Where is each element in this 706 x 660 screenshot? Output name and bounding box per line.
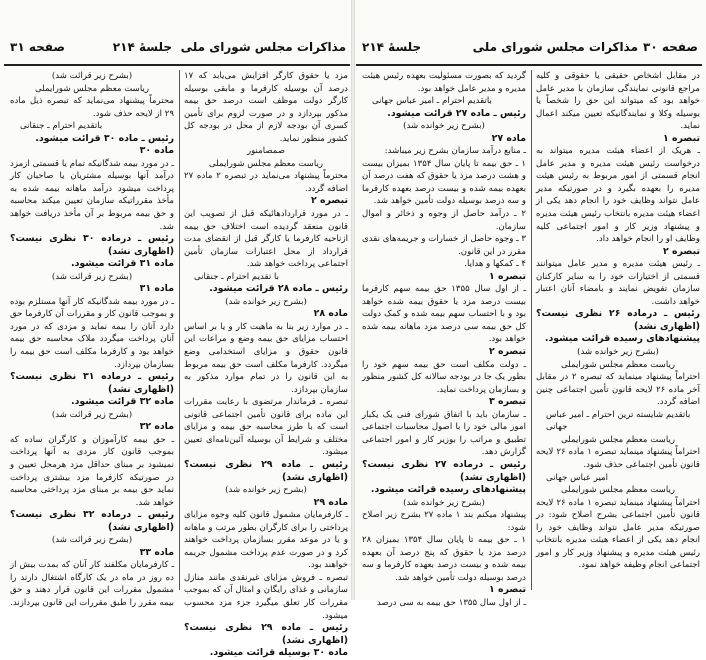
centered-line: (بشرح زیر خوانده شد) bbox=[225, 485, 307, 496]
paragraph: احتراماً پیشنهاد مینماید که تبصره ۲ در مقابل آخر ماده ۲۶ لایحه قانون تأمین اجتماعی چنین اضافه گردد. bbox=[536, 372, 700, 408]
section-heading: تبصره ۱ bbox=[489, 270, 526, 282]
signature-line: امیر عباس جهانی bbox=[546, 472, 609, 483]
header-session: جلسهٔ ۲۱۴ bbox=[112, 40, 172, 54]
section-heading: تبصره ۱ bbox=[663, 132, 700, 144]
paragraph: ۱ ـ حق بیمه تا پایان سال ۱۳۵۴ بمیزان بیست و هشت درصد مزد یا حقوق که هفت درصد آن بعهده بیمه شده و بیست درصد بعهده کارفرما و سه درصد بوسیله دولت تأمین خواهد شد. bbox=[362, 158, 526, 207]
section-heading: رئیس ـ ماده ۳۰ قرائت میشود. bbox=[35, 132, 174, 144]
paragraph: ۲ ـ درآمد حاصل از وجوه و ذخائر و اموال سازمان. bbox=[362, 209, 526, 232]
page-right bbox=[356, 6, 702, 608]
paragraph: ـ در موارد زیر بنا به ماهیت کار و یا بر اساس احتساب مزایای حق بیمه وضع و مراعات این قانون حقوق و مزایای استخدامی وضع میگردد. کارفرما مکلف است حق بیمه مربوط به این قانون را در تمام موارد مذکور به سازمان بپردازد. bbox=[184, 321, 348, 395]
paragraph: تبصره ـ فرماندار مرتضوی با رعایت مقررات این ماده برای قانون تأمین اجتماعی قانونی است که با طرز محاسبه حق بیمه و مزایای مختلف و شرایط آن بوسیله آئین‌نامه‌ای تعیین میشود. bbox=[184, 397, 348, 458]
header-rule bbox=[4, 64, 350, 66]
signature-line: باتقدیم احترام ـ جنقانی bbox=[20, 121, 103, 132]
paragraph: ۳ ـ وجوه حاصل از خسارات و جریمه‌های نقدی مقرر در این قانون. bbox=[362, 234, 526, 257]
paragraph: ـ از اول سال ۱۳۵۵ حق بیمه سهم کارفرما بیست درصد مزد یا حقوق بیمه شده خواهد بود و با احتساب سهم بیمه شده و کمک دولت کل حق بیمه سی درصد مزد ماهانه بیمه شده خواهد بود. bbox=[362, 284, 527, 345]
section-heading: پیشنهادهای رسیده قرائت میشود. bbox=[544, 333, 700, 345]
centered-line: (بشرح زیر قرائت شد) bbox=[51, 535, 133, 546]
centered-line: ریاست معظم مجلس شورایملی bbox=[34, 83, 149, 94]
centered-line: (بشرح زیر خوانده شد) bbox=[577, 347, 659, 358]
centered-line: (بشرح زیر خوانده شد) bbox=[403, 497, 485, 508]
paragraph: ـ در مورد قراردادهائیکه قبل از تصویب این قانون منعقد گردیده است اختلاف حق بیمه ازناحیه کارفرما یا کارگر قبل از انقضای مدت قرارداد از محل اعتبارات سازمان تأمین اجتماعی پرداخت خواهد شد. bbox=[184, 209, 348, 270]
signature-line: باتقدیم شایسته ترین احترام ـ امیر عباس جهانی bbox=[546, 409, 691, 433]
section-heading: رئیس ـ ماده ۲۹ نظری نیست؟ (اظهاری نشد) bbox=[184, 458, 348, 483]
section-heading: ماده ۳۰ bbox=[139, 145, 174, 157]
header-page-number: صفحه ۳۱ bbox=[10, 40, 65, 54]
centered-line: (بشرح زیر قرائت شد) bbox=[51, 271, 133, 282]
text-column-left bbox=[362, 70, 527, 608]
paragraph: ـ در مورد بیمه شدگانیکه کار آنها مستلزم بوده و بموجب قانون کار و مقررات آن کارفرما حق دارد آنان را بیمه نماید و مزدی که در مورد آنان پرداخت میگردد ملاک محاسبه حق بیمه خواهد بود و کارفرما مکلف است حق بیمه را بسازمان بپردازد. bbox=[10, 296, 174, 370]
header-title: مذاکرات مجلس شورای ملی bbox=[472, 40, 638, 54]
centered-line: (بشرح زیر خوانده شد) bbox=[403, 121, 485, 132]
section-heading: رئیس ـ درماده ۳۱ نظری نیست؟ (اظهاری نشد) bbox=[10, 371, 174, 395]
text-column-left bbox=[10, 70, 174, 608]
section-heading: ماده ۳۱ قرائت میشود. bbox=[71, 258, 174, 270]
paragraph: ـ کارفرمایان مشمول قانون کلیه وجوه مزایای پرداختی را برای کارگران بطور مرتب و ماهانه و یا در موعد مقرر بسازمان پرداخت خواهند کرد و در صورت عدم پرداخت مشمول جریمه خواهند بود. bbox=[184, 510, 348, 571]
section-heading: ماده ۲۹ bbox=[313, 496, 348, 508]
paragraph: ـ منابع درآمد سازمان بشرح زیر میباشد: bbox=[384, 146, 526, 157]
centered-line: ریاست معظم مجلس شورایملی bbox=[560, 359, 675, 370]
column-divider bbox=[179, 70, 180, 590]
paragraph: ـ رئیس هیئت مدیره و مدیر عامل میتوانند قسمتی از اختیارات خود را به سایر کارکنان سازمان تفویض نمایند و بامضاء آنان اعتبار خواهد داشت. bbox=[536, 259, 700, 307]
signature-line: باتقدیم احترام ـ امیر عباس جهانی bbox=[372, 96, 492, 107]
paragraph: ـ هریک از اعضاء هیئت مدیره میتواند به درخواست رئیس هیئت مدیره و مدیر عامل انجام قسمتی از امور مربوط به رئیس هیئت مدیره را بعهده بگیرد و در صورتیکه مدیر عامل نتواند وظایف خود را انجام دهد یکی از اعضاء هیئت مدیره بانتخاب رئیس هیئت مدیره و پیشنهاد وزیر کار و امور اجتماعی کلیه وظایف او را انجام خواهد داد. bbox=[536, 146, 700, 245]
paragraph: ـ از اول سال ۱۳۵۵ حق بیمه به سی درصد bbox=[376, 597, 526, 608]
section-heading: رئیس ـ ماده ۲۸ قرائت میشود. bbox=[209, 283, 348, 295]
column-divider bbox=[531, 70, 532, 590]
section-heading: رئیس ـ درماده ۳۰ نظری نیست؟ (اظهاری نشد) bbox=[10, 233, 174, 257]
paragraph: ۴ ـ کمکها و هدایا. bbox=[464, 259, 526, 270]
book-gutter bbox=[351, 0, 355, 600]
paragraph: محترماً پیشنهاد می‌نماید که تبصره ذیل ماده ۲۹ از لایحه حذف شود. bbox=[10, 96, 174, 119]
centered-line: (بشرح زیر قرائت شد) bbox=[51, 409, 133, 420]
header-rule bbox=[356, 64, 702, 66]
centered-line: (بشرح زیر خوانده شد) bbox=[225, 296, 307, 307]
section-heading: رئیس ـ ماده ۲۷ قرائت میشود. bbox=[387, 107, 526, 119]
section-heading: تبصره ۲ bbox=[311, 195, 348, 207]
section-heading: تبصره ۲ bbox=[663, 245, 700, 257]
page-header bbox=[356, 40, 702, 62]
text-column-right bbox=[536, 70, 700, 596]
paragraph: محترماً پیشنهاد می‌نماید در تبصره ۲ ماده ۲۷ اضافه گردد. bbox=[184, 171, 349, 194]
section-heading: تبصره ۳ bbox=[489, 396, 526, 408]
paragraph: ـ کارفرمایان مکلفند کار آنان که بمدت بیش از ده روز در ماه در یک کارگاه اشتغال دارند را مشمول مقررات این قانون قرار دهند و حق بیمه مقرر را طبق مقررات این قانون بپردازند. bbox=[10, 560, 174, 608]
paragraph: پیشنهاد میکنم بند ۱ ماده ۲۷ بشرح زیر اصلاح شود: bbox=[362, 510, 527, 533]
centered-line: (بشرح زیر قرائت شد) bbox=[51, 71, 133, 81]
header-page-number: صفحه ۳۰ bbox=[643, 40, 698, 54]
paragraph: ـ حق بیمه کارآموزان و کارگران ساده که بموجب قانون کار مزدی به آنها پرداخت نمیشود بر مبنای حداقل مزد هرمحل تعیین و در صورتیکه کارفرما مزد بیشتری پرداخت نماید حق بیمه بر مبنای مزد پرداختی محاسبه خواهد شد. bbox=[10, 434, 174, 508]
centered-line: ریاست معظم مجلس شورایملی bbox=[560, 434, 675, 445]
section-heading: ماده ۲۷ bbox=[491, 132, 526, 144]
paragraph: ـ دولت مکلف است حق بیمه سهم خود را بطور یک جا در بودجه سالانه کل کشور منظور و بسازمان پرداخت نماید. bbox=[362, 359, 526, 395]
section-heading: ماده ۳۱ bbox=[139, 283, 174, 295]
header-title: مذاکرات مجلس شورای ملی bbox=[180, 40, 346, 54]
paragraph: ـ سازمان باید با اتفاق شورای فنی یک یکبار امور مالی خود را با اصول محاسبات اجتماعی تطبیق و مراتب را بوزیر کار و امور اجتماعی گزارش دهد. bbox=[362, 409, 526, 458]
paragraph: احتراماً پیشنهاد مینماید تبصره ۱ ماده ۲۶ لایحه قانون تأمین اجتماعی بشرح اصلاح شود: در صورتیکه مدیر عامل نتواند وظایف خود را انجام دهد یکی از اعضاء هیئت مدیره بانتخاب رئیس هیئت مدیره و پیشنهاد وزیر کار و امور اجتماعی انجام وظیفه خواهد نمود. bbox=[536, 497, 700, 571]
section-heading: ماده ۲۸ bbox=[313, 308, 348, 320]
text-column-right bbox=[184, 70, 349, 659]
signature-line: با تقدیم احترام ـ جنقانی bbox=[194, 271, 279, 282]
section-heading: رئیس ـ درماده ۲۶ نظری نیست؟ (اظهاری نشد) bbox=[536, 308, 700, 332]
paragraph: ۱ ـ حق بیمه تا پایان سال ۱۳۵۴ بمیزان ۲۸ درصد مزد یا حقوق که پنج درصد آن بعهده بیمه شده و بیست درصد بعهده کارفرما و سه درصد بوسیله دولت تأمین خواهد شد. bbox=[362, 535, 526, 583]
section-heading: ماده ۳۲ قرائت میشود. bbox=[71, 396, 174, 408]
paragraph: تبصره ـ فروش مزایای غیرنقدی مانند منازل سازمانی و غذای رایگان و امثال آن که بموجب مقررات کار تعلق میگیرد جزء مزد محسوب میشود. bbox=[184, 572, 348, 621]
header-session: جلسهٔ ۲۱۴ bbox=[362, 40, 422, 54]
section-heading: تبصره ۱ bbox=[489, 584, 526, 596]
section-heading: پیشنهادهای رسیده قرائت میشود. bbox=[370, 484, 526, 496]
section-heading: ماده ۳۲ bbox=[139, 421, 174, 433]
paragraph: گردید که بصورت مسئولیت بعهده رئیس هیئت مدیره و مدیر عامل خواهد بود. bbox=[362, 71, 526, 94]
section-heading: تبصره ۲ bbox=[489, 346, 526, 358]
section-heading: ماده ۳۳ bbox=[139, 546, 174, 558]
paragraph: مزد یا حقوق کارگر افزایش می‌یابد که ۱۷ درصد آن بوسیله کارفرما و مابقی بوسیله کارگر دولت موظف است درصد حق بیمه مذکور بپردازد و در صورت لزوم برای تأمین کسری آن بودجه لازم از محل در بودجه کل کشور منظور نماید. bbox=[184, 71, 348, 144]
paragraph: احتراماً پیشنهاد مینماید تبصره ۱ ماده ۲۶ لایحه قانون تأمین اجتماعی حذف شود. bbox=[536, 447, 700, 470]
centered-line: ریاست معظم مجلس شورایملی bbox=[208, 158, 323, 169]
page-left bbox=[4, 6, 350, 659]
paragraph: در مقابل اشخاص حقیقی یا حقوقی و کلیه مراجع قانونی نمایندگی سازمان با مدیر عامل خواهد بود که میتواند این حق را شخصاً یا بوسیله وکلا و نمایندگانیکه تعیین میکند اعمال نماید. bbox=[536, 71, 700, 132]
centered-line: ریاست معظم مجلس شورایملی bbox=[560, 485, 675, 496]
section-heading: رئیس ـ درماده ۲۷ نظری نیست؟ (اظهاری نشد) bbox=[362, 458, 526, 483]
paragraph: ـ در مورد بیمه شدگانیکه تمام یا قسمتی ازمزد درآمد آنها بوسیله مشتریان یا صاحبان کار پرداخت میشود درآمد ماهانه بیمه شده به مأخذ مقرراتیکه سازمان تعیین میکند محاسبه و حق بیمه مربوط بر آن مأخذ دریافت خواهد شد. bbox=[10, 158, 174, 232]
section-heading: ماده ۳۰ بوسیله قرائت میشود. bbox=[209, 647, 348, 659]
section-heading: رئیس ـ درماده ۳۲ نظری نیست؟ (اظهاری نشد) bbox=[10, 509, 174, 533]
centered-line: صمصامنور bbox=[246, 146, 286, 157]
page-header bbox=[4, 40, 350, 62]
section-heading: رئیس ـ ماده ۲۹ نظری نیست؟ (اظهاری نشد) bbox=[184, 622, 348, 646]
